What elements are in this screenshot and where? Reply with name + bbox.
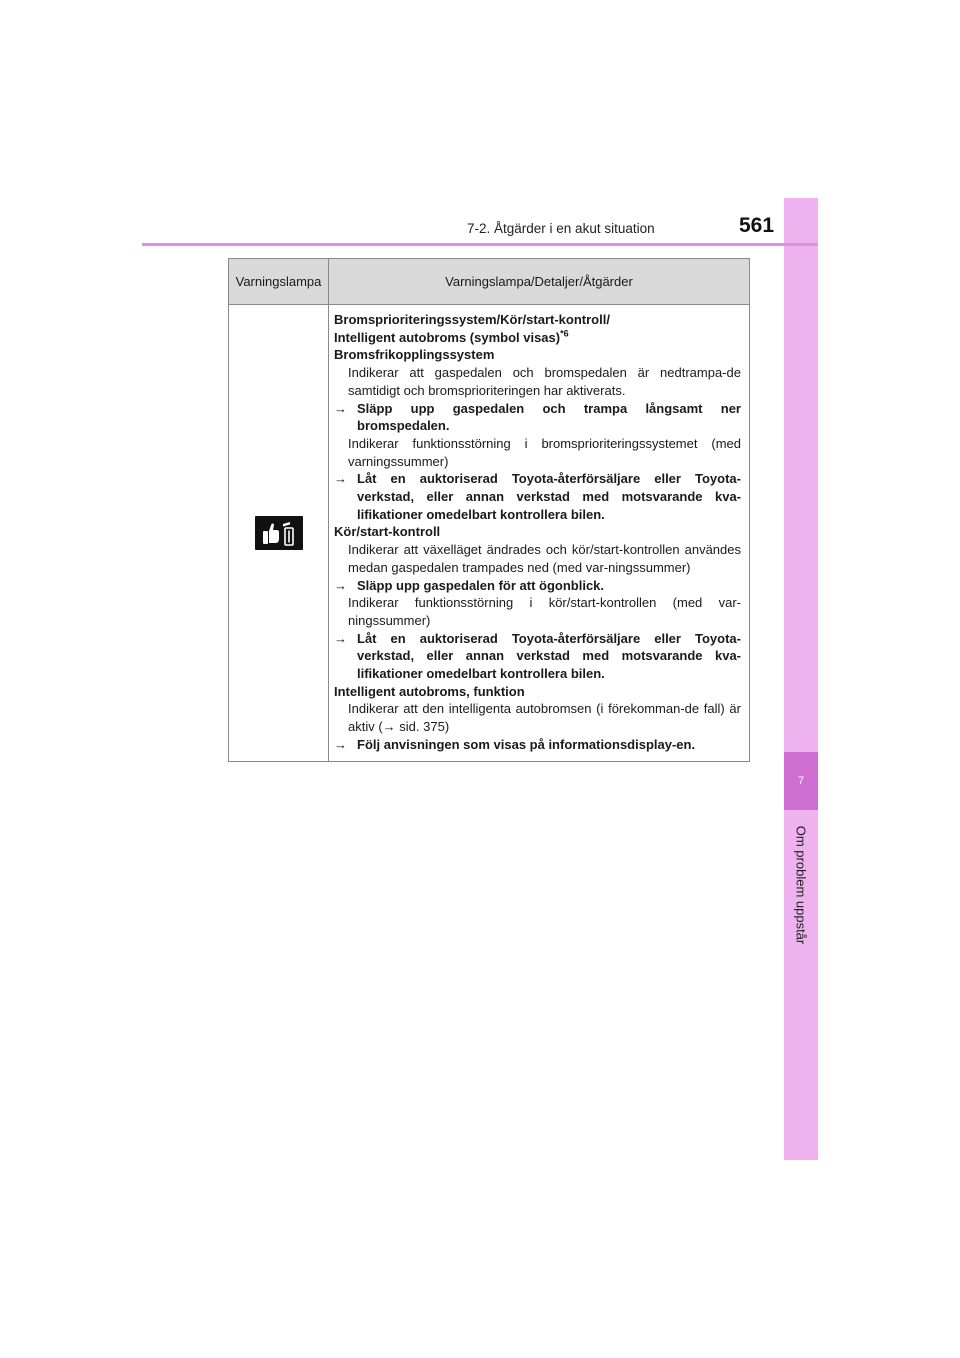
footnote-ref: *6 bbox=[560, 328, 569, 339]
page-number: 561 bbox=[739, 214, 775, 237]
lamp-cell bbox=[229, 305, 329, 762]
header-warning-lamp: Varningslampa bbox=[229, 259, 329, 305]
arrow-icon: → bbox=[334, 736, 347, 752]
action-step: → Låt en auktoriserad Toyota-återförsäljare eller Toyota-verkstad, eller annan verkstad med motsvarande kva-lifikationer omedelbart kontrollera bilen. bbox=[334, 630, 741, 682]
action-step: → Följ anvisningen som visas på informationsdisplay-en. bbox=[334, 736, 696, 752]
entry-title: Bromsprioriteringssystem/Kör/start-kontroll/ Intelligent autobroms (symbol visas)$^{*6}$ bbox=[334, 312, 610, 345]
header-details-actions: Varningslampa/Detaljer/Åtgärder bbox=[329, 259, 750, 305]
section-title: 7-2. Åtgärder i en akut situation bbox=[467, 221, 655, 236]
table-row bbox=[229, 305, 750, 762]
section-heading-intelligent-autobrake: Intelligent autobroms, funktion bbox=[334, 683, 525, 699]
chapter-title: Om problem uppstår bbox=[793, 825, 809, 945]
section-heading-brake-override: Bromsfrikopplingssystem bbox=[334, 347, 495, 363]
action-step: → Låt en auktoriserad Toyota-återförsäljare eller Toyota-verkstad, eller annan verkstad med motsvarande kva-lifikationer omedelbart kontrollera bilen. bbox=[334, 471, 741, 522]
arrow-icon: → bbox=[334, 471, 347, 487]
action-step: → Släpp upp gaspedalen för att ögonblick. bbox=[334, 577, 605, 593]
description: Indikerar att den intelligenta autobromsen (i förekomman-de fall) är aktiv (→ sid. 375) bbox=[348, 701, 741, 735]
table-header-row bbox=[229, 259, 750, 305]
header-rule bbox=[142, 243, 818, 246]
details-cell bbox=[329, 305, 750, 762]
description: Indikerar funktionsstörning i kör/start-kontrollen (med var-ningssummer) bbox=[348, 595, 741, 628]
arrow-icon: → bbox=[334, 630, 347, 646]
description: Indikerar att växelläget ändrades och kör/start-kontrollen användes medan gaspedalen trampades ned (med var-ningssummer) bbox=[348, 542, 741, 575]
brake-override-warning-icon bbox=[255, 516, 303, 550]
brake-override-warning-glyph bbox=[255, 516, 303, 550]
arrow-icon: → bbox=[334, 400, 347, 416]
chapter-number-box: 7 bbox=[784, 752, 818, 810]
action-step: → Släpp upp gaspedalen och trampa långsamt ner bromspedalen. bbox=[334, 400, 741, 434]
description: Indikerar att gaspedalen och bromspedalen är nedtrampa-de samtidigt och bromsprioriteringen har aktiverats. bbox=[348, 365, 741, 398]
warning-lamp-table bbox=[228, 258, 750, 762]
chapter-side-tab bbox=[784, 198, 818, 1160]
description: Indikerar funktionsstörning i bromsprioriteringssystemet (med varningssummer) bbox=[348, 435, 741, 469]
section-heading-drive-start-control: Kör/start-kontroll bbox=[334, 524, 441, 540]
arrow-icon: → bbox=[334, 577, 347, 593]
